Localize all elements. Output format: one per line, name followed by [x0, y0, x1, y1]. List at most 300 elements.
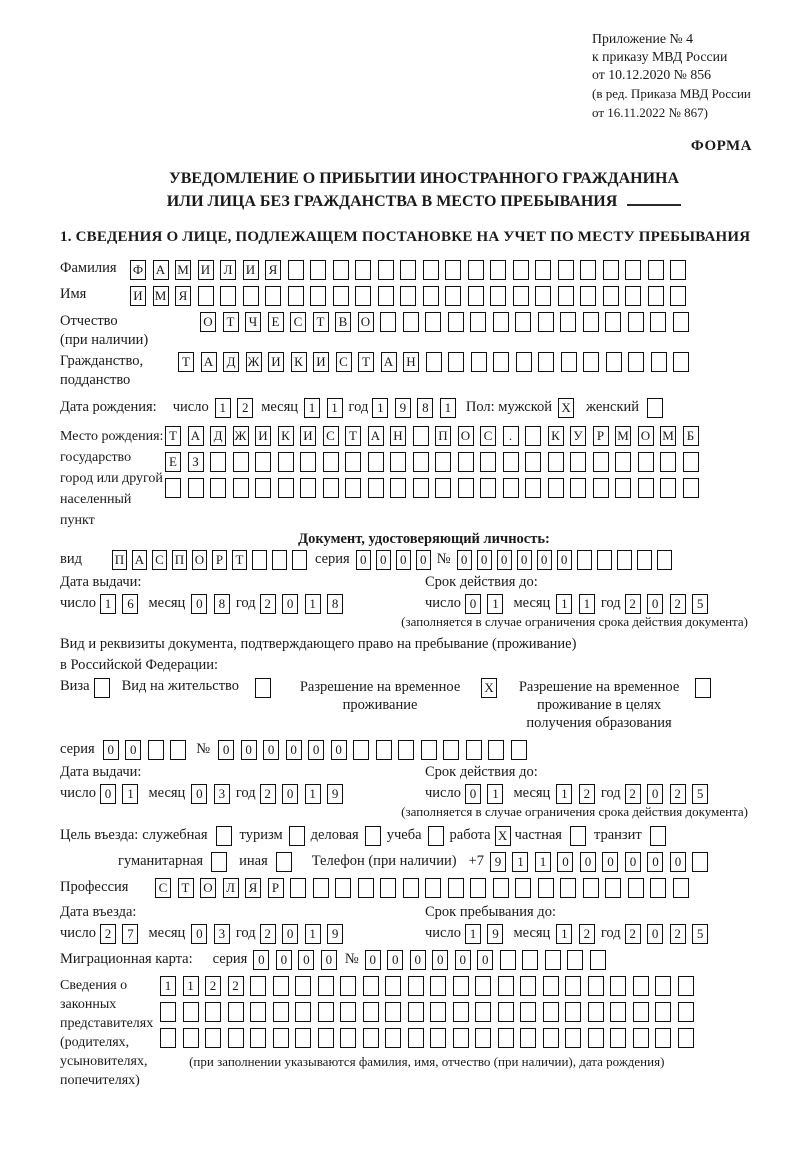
cell[interactable]: 2 [260, 784, 276, 804]
cell[interactable] [466, 740, 482, 760]
cell[interactable]: 1 [183, 976, 199, 996]
cell[interactable]: М [153, 286, 169, 306]
cell[interactable] [435, 452, 451, 472]
cell[interactable] [628, 312, 644, 332]
temp-residence-checkbox[interactable] [481, 678, 497, 698]
cell[interactable] [548, 478, 564, 498]
cell[interactable] [148, 740, 164, 760]
cell[interactable]: 0 [647, 852, 663, 872]
cell[interactable] [425, 312, 441, 332]
cell[interactable] [683, 452, 699, 472]
cell[interactable] [637, 550, 652, 570]
cell[interactable]: 9 [327, 784, 343, 804]
cell[interactable] [453, 1028, 469, 1048]
cell[interactable] [490, 286, 506, 306]
cell[interactable] [426, 352, 442, 372]
cell[interactable]: 1 [440, 398, 456, 418]
cell[interactable] [493, 878, 509, 898]
cell[interactable] [333, 260, 349, 280]
cell[interactable] [458, 452, 474, 472]
cell[interactable] [250, 1028, 266, 1048]
cell[interactable]: П [172, 550, 187, 570]
cell[interactable] [385, 976, 401, 996]
cell[interactable]: 1 [305, 784, 321, 804]
cell[interactable] [603, 260, 619, 280]
cell[interactable] [520, 1002, 536, 1022]
cell[interactable] [276, 852, 292, 872]
cell[interactable] [525, 452, 541, 472]
cell[interactable] [310, 286, 326, 306]
cell[interactable] [448, 878, 464, 898]
cell[interactable]: З [188, 452, 204, 472]
cell[interactable]: С [336, 352, 352, 372]
cell[interactable] [205, 1002, 221, 1022]
cell[interactable] [673, 352, 689, 372]
cell[interactable] [400, 286, 416, 306]
cell[interactable] [565, 1002, 581, 1022]
cell[interactable] [340, 1002, 356, 1022]
cell[interactable]: 1 [556, 784, 572, 804]
cell[interactable]: 0 [432, 950, 448, 970]
purpose-tourism-checkbox[interactable] [289, 826, 305, 846]
cell[interactable]: С [290, 312, 306, 332]
cell[interactable] [198, 286, 214, 306]
cell[interactable]: 7 [122, 924, 138, 944]
cell[interactable] [378, 286, 394, 306]
cell[interactable] [363, 976, 379, 996]
cell[interactable]: А [368, 426, 384, 446]
cell[interactable] [273, 1002, 289, 1022]
cell[interactable] [660, 478, 676, 498]
cell[interactable] [548, 452, 564, 472]
cell[interactable] [535, 286, 551, 306]
cell[interactable] [273, 976, 289, 996]
cell[interactable]: О [358, 312, 374, 332]
cell[interactable]: 2 [100, 924, 116, 944]
cell[interactable] [250, 976, 266, 996]
cell[interactable]: 1 [215, 398, 231, 418]
cell[interactable] [210, 452, 226, 472]
cell[interactable]: 1 [160, 976, 176, 996]
cell[interactable] [272, 550, 287, 570]
cell[interactable] [430, 1002, 446, 1022]
cell[interactable]: Н [403, 352, 419, 372]
cell[interactable]: 1 [305, 924, 321, 944]
purpose-humanitarian-checkbox[interactable] [211, 852, 227, 872]
cell[interactable] [288, 260, 304, 280]
cell[interactable] [570, 826, 586, 846]
cell[interactable] [655, 1002, 671, 1022]
cell[interactable] [378, 260, 394, 280]
cell[interactable]: У [570, 426, 586, 446]
cell[interactable] [648, 260, 664, 280]
cell[interactable]: 3 [214, 924, 230, 944]
purpose-business-checkbox[interactable] [365, 826, 381, 846]
cell[interactable] [561, 352, 577, 372]
cell[interactable]: 0 [602, 852, 618, 872]
cell[interactable]: 8 [417, 398, 433, 418]
cell[interactable]: X [481, 678, 497, 698]
cell[interactable] [605, 312, 621, 332]
cell[interactable] [413, 452, 429, 472]
cell[interactable] [183, 1002, 199, 1022]
cell[interactable] [368, 478, 384, 498]
cell[interactable]: М [660, 426, 676, 446]
cell[interactable] [448, 312, 464, 332]
cell[interactable]: Ж [246, 352, 262, 372]
cell[interactable]: И [313, 352, 329, 372]
cell[interactable]: 0 [331, 740, 347, 760]
cell[interactable]: 0 [321, 950, 337, 970]
cell[interactable]: 0 [477, 950, 493, 970]
cell[interactable] [516, 352, 532, 372]
cell[interactable] [673, 312, 689, 332]
cell[interactable]: 1 [305, 594, 321, 614]
cell[interactable] [390, 452, 406, 472]
cell[interactable] [565, 976, 581, 996]
cell[interactable] [615, 452, 631, 472]
cell[interactable]: И [268, 352, 284, 372]
cell[interactable]: Т [178, 352, 194, 372]
cell[interactable]: Ж [233, 426, 249, 446]
cell[interactable]: 9 [395, 398, 411, 418]
cell[interactable]: 2 [625, 784, 641, 804]
cell[interactable] [633, 1028, 649, 1048]
cell[interactable] [678, 1002, 694, 1022]
cell[interactable] [567, 950, 583, 970]
cell[interactable] [660, 452, 676, 472]
cell[interactable] [385, 1028, 401, 1048]
cell[interactable]: К [278, 426, 294, 446]
cell[interactable] [376, 740, 392, 760]
cell[interactable] [425, 878, 441, 898]
cell[interactable] [310, 260, 326, 280]
cell[interactable] [638, 452, 654, 472]
cell[interactable]: 0 [670, 852, 686, 872]
cell[interactable] [498, 976, 514, 996]
cell[interactable]: П [112, 550, 127, 570]
cell[interactable] [468, 286, 484, 306]
cell[interactable]: Е [268, 312, 284, 332]
cell[interactable] [295, 1028, 311, 1048]
cell[interactable]: 1 [512, 852, 528, 872]
cell[interactable] [695, 678, 711, 698]
cell[interactable] [520, 1028, 536, 1048]
cell[interactable] [543, 976, 559, 996]
cell[interactable] [400, 260, 416, 280]
cell[interactable] [453, 976, 469, 996]
cell[interactable]: 0 [465, 784, 481, 804]
cell[interactable] [385, 1002, 401, 1022]
cell[interactable] [188, 478, 204, 498]
cell[interactable]: 0 [580, 852, 596, 872]
cell[interactable]: 2 [670, 924, 686, 944]
cell[interactable]: 0 [557, 852, 573, 872]
cell[interactable] [471, 352, 487, 372]
cell[interactable]: О [192, 550, 207, 570]
cell[interactable] [413, 478, 429, 498]
cell[interactable] [692, 852, 708, 872]
cell[interactable] [423, 260, 439, 280]
cell[interactable]: 2 [670, 784, 686, 804]
cell[interactable]: 0 [103, 740, 119, 760]
cell[interactable] [522, 950, 538, 970]
sex-female-checkbox[interactable] [647, 398, 663, 418]
cell[interactable] [353, 740, 369, 760]
cell[interactable] [403, 878, 419, 898]
cell[interactable]: 2 [237, 398, 253, 418]
cell[interactable]: Р [212, 550, 227, 570]
cell[interactable] [580, 286, 596, 306]
cell[interactable] [617, 550, 632, 570]
cell[interactable] [560, 878, 576, 898]
cell[interactable] [525, 426, 541, 446]
cell[interactable] [593, 452, 609, 472]
purpose-study-checkbox[interactable] [428, 826, 444, 846]
cell[interactable]: Р [268, 878, 284, 898]
cell[interactable] [430, 1028, 446, 1048]
cell[interactable] [435, 478, 451, 498]
cell[interactable] [628, 352, 644, 372]
cell[interactable]: 0 [125, 740, 141, 760]
cell[interactable] [590, 950, 606, 970]
cell[interactable]: Т [313, 312, 329, 332]
cell[interactable]: 0 [465, 594, 481, 614]
cell[interactable]: 0 [387, 950, 403, 970]
cell[interactable]: 0 [241, 740, 257, 760]
cell[interactable] [610, 976, 626, 996]
cell[interactable] [458, 478, 474, 498]
cell[interactable] [565, 1028, 581, 1048]
cell[interactable]: О [458, 426, 474, 446]
cell[interactable]: 1 [535, 852, 551, 872]
cell[interactable] [560, 312, 576, 332]
cell[interactable] [170, 740, 186, 760]
cell[interactable] [445, 286, 461, 306]
cell[interactable]: 0 [253, 950, 269, 970]
cell[interactable] [255, 452, 271, 472]
cell[interactable] [340, 976, 356, 996]
cell[interactable]: 0 [191, 594, 207, 614]
cell[interactable]: 2 [579, 924, 595, 944]
cell[interactable]: 1 [304, 398, 320, 418]
cell[interactable] [421, 740, 437, 760]
cell[interactable] [255, 478, 271, 498]
cell[interactable] [380, 878, 396, 898]
cell[interactable] [670, 286, 686, 306]
cell[interactable]: И [243, 260, 259, 280]
cell[interactable] [300, 452, 316, 472]
cell[interactable] [655, 1028, 671, 1048]
cell[interactable]: 0 [625, 852, 641, 872]
cell[interactable]: С [152, 550, 167, 570]
cell[interactable]: Р [593, 426, 609, 446]
cell[interactable] [368, 452, 384, 472]
cell[interactable] [638, 478, 654, 498]
cell[interactable] [511, 740, 527, 760]
cell[interactable] [647, 398, 663, 418]
cell[interactable]: 2 [260, 594, 276, 614]
cell[interactable]: 2 [205, 976, 221, 996]
cell[interactable]: 2 [625, 924, 641, 944]
cell[interactable] [657, 550, 672, 570]
cell[interactable]: 0 [557, 550, 572, 570]
cell[interactable]: 1 [487, 784, 503, 804]
cell[interactable] [543, 1002, 559, 1022]
cell[interactable] [443, 740, 459, 760]
cell[interactable] [500, 950, 516, 970]
purpose-official-checkbox[interactable] [216, 826, 232, 846]
cell[interactable]: 2 [670, 594, 686, 614]
cell[interactable]: 0 [298, 950, 314, 970]
cell[interactable] [94, 678, 110, 698]
cell[interactable]: Я [175, 286, 191, 306]
cell[interactable] [318, 1028, 334, 1048]
cell[interactable] [670, 260, 686, 280]
cell[interactable] [625, 286, 641, 306]
cell[interactable] [445, 260, 461, 280]
cell[interactable]: Д [210, 426, 226, 446]
cell[interactable]: Т [165, 426, 181, 446]
cell[interactable]: 0 [100, 784, 116, 804]
cell[interactable] [390, 478, 406, 498]
cell[interactable] [577, 550, 592, 570]
cell[interactable] [538, 312, 554, 332]
cell[interactable] [345, 452, 361, 472]
cell[interactable] [597, 550, 612, 570]
cell[interactable]: Б [683, 426, 699, 446]
cell[interactable] [543, 1028, 559, 1048]
blank-underline[interactable] [627, 192, 681, 206]
residence-permit-checkbox[interactable] [255, 678, 271, 698]
cell[interactable] [625, 260, 641, 280]
cell[interactable] [345, 478, 361, 498]
cell[interactable] [606, 352, 622, 372]
cell[interactable]: 8 [327, 594, 343, 614]
cell[interactable] [503, 478, 519, 498]
cell[interactable] [593, 478, 609, 498]
cell[interactable] [265, 286, 281, 306]
cell[interactable] [160, 1028, 176, 1048]
cell[interactable]: А [188, 426, 204, 446]
cell[interactable] [650, 826, 666, 846]
cell[interactable]: 5 [692, 594, 708, 614]
cell[interactable] [475, 976, 491, 996]
cell[interactable] [513, 260, 529, 280]
cell[interactable] [278, 478, 294, 498]
cell[interactable] [583, 878, 599, 898]
cell[interactable] [363, 1002, 379, 1022]
cell[interactable] [515, 878, 531, 898]
cell[interactable]: 0 [517, 550, 532, 570]
cell[interactable]: Ч [245, 312, 261, 332]
cell[interactable]: 1 [122, 784, 138, 804]
cell[interactable] [255, 678, 271, 698]
visa-checkbox[interactable] [94, 678, 110, 698]
cell[interactable] [288, 286, 304, 306]
cell[interactable]: 9 [487, 924, 503, 944]
cell[interactable] [488, 740, 504, 760]
cell[interactable]: 0 [365, 950, 381, 970]
cell[interactable] [423, 286, 439, 306]
temp-residence-edu-checkbox[interactable] [695, 678, 711, 698]
cell[interactable] [490, 260, 506, 280]
cell[interactable] [365, 826, 381, 846]
cell[interactable] [290, 878, 306, 898]
cell[interactable] [535, 260, 551, 280]
cell[interactable]: А [381, 352, 397, 372]
cell[interactable]: Н [390, 426, 406, 446]
cell[interactable]: Д [223, 352, 239, 372]
cell[interactable]: X [558, 398, 574, 418]
cell[interactable] [538, 878, 554, 898]
cell[interactable] [545, 950, 561, 970]
cell[interactable] [295, 976, 311, 996]
cell[interactable] [318, 976, 334, 996]
cell[interactable] [216, 826, 232, 846]
cell[interactable] [650, 878, 666, 898]
purpose-transit-checkbox[interactable] [650, 826, 666, 846]
cell[interactable] [610, 1028, 626, 1048]
cell[interactable] [295, 1002, 311, 1022]
cell[interactable] [588, 1002, 604, 1022]
cell[interactable] [333, 286, 349, 306]
cell[interactable] [403, 312, 419, 332]
cell[interactable] [233, 478, 249, 498]
cell[interactable] [493, 312, 509, 332]
cell[interactable]: 0 [282, 924, 298, 944]
cell[interactable]: 0 [477, 550, 492, 570]
cell[interactable]: 6 [122, 594, 138, 614]
cell[interactable] [538, 352, 554, 372]
cell[interactable] [650, 312, 666, 332]
cell[interactable]: 1 [579, 594, 595, 614]
cell[interactable]: И [198, 260, 214, 280]
cell[interactable]: И [130, 286, 146, 306]
cell[interactable] [470, 312, 486, 332]
cell[interactable] [610, 1002, 626, 1022]
cell[interactable]: 5 [692, 784, 708, 804]
cell[interactable]: А [201, 352, 217, 372]
cell[interactable]: 0 [647, 594, 663, 614]
cell[interactable] [233, 452, 249, 472]
cell[interactable] [340, 1028, 356, 1048]
cell[interactable]: 0 [286, 740, 302, 760]
cell[interactable] [683, 478, 699, 498]
cell[interactable] [498, 1028, 514, 1048]
cell[interactable]: 0 [537, 550, 552, 570]
cell[interactable] [428, 826, 444, 846]
cell[interactable]: 0 [282, 784, 298, 804]
cell[interactable]: 2 [228, 976, 244, 996]
cell[interactable]: Я [245, 878, 261, 898]
cell[interactable]: П [435, 426, 451, 446]
cell[interactable]: 2 [579, 784, 595, 804]
cell[interactable]: Ф [130, 260, 146, 280]
cell[interactable] [651, 352, 667, 372]
cell[interactable] [580, 260, 596, 280]
cell[interactable] [603, 286, 619, 306]
cell[interactable]: И [255, 426, 271, 446]
cell[interactable]: 0 [191, 924, 207, 944]
cell[interactable] [289, 826, 305, 846]
cell[interactable]: О [200, 878, 216, 898]
cell[interactable]: А [153, 260, 169, 280]
cell[interactable] [160, 1002, 176, 1022]
cell[interactable] [475, 1028, 491, 1048]
cell[interactable] [323, 478, 339, 498]
cell[interactable] [615, 478, 631, 498]
